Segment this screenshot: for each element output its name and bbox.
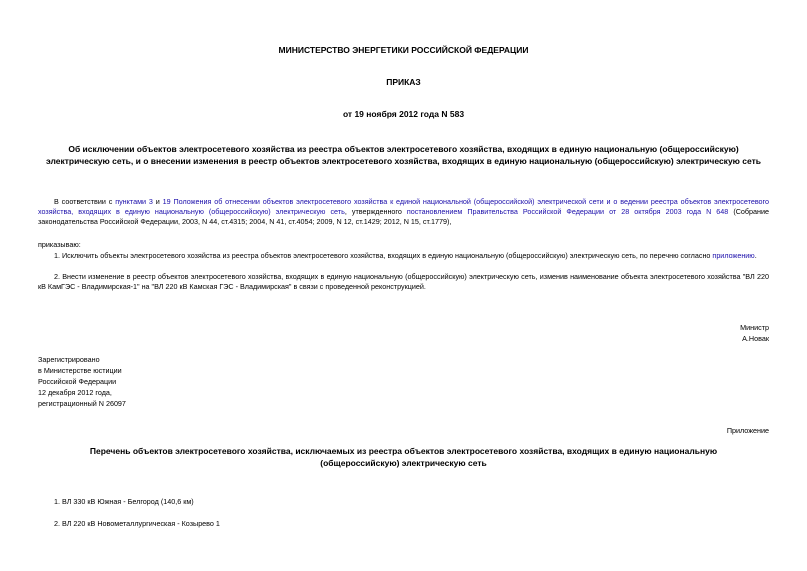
orders-word: приказываю:: [38, 240, 81, 249]
doc-type-heading: ПРИКАЗ: [386, 77, 421, 87]
link-appendix[interactable]: приложению: [712, 251, 755, 260]
registration-line-3: Российской Федерации: [38, 377, 117, 386]
order-item-2: 2. Внести изменение в реестр объектов электросетевого хозяйства, входящих в единую национальную (общероссийскую) электрическую сеть, изменив наименование объекта электросетевого хозяйства "ВЛ 220 кВ КамГЭС - Владимирская-1" на "ВЛ 220 кВ Камская ГЭС - Владимирская" в связи с проведенной реконструкцией.: [38, 272, 769, 291]
appendix-item: 1. ВЛ 330 кВ Южная - Белгород (140,6 км): [54, 497, 194, 506]
appendix-title: Перечень объектов электросетевого хозяйства, исключаемых из реестра объектов электросетевого хозяйства, входящих в единую национальную (общероссийскую) электрическую сеть: [89, 446, 718, 468]
registration-line-4: 12 декабря 2012 года,: [38, 388, 112, 397]
registration-line-2: в Министерстве юстиции: [38, 366, 122, 375]
preamble-text-1: В соответствии с: [54, 197, 116, 206]
preamble-text-5: (Собрание законодательства Российской Федерации, 2003, N 44, ст.4315; 2004, N 41, ст.4054; 2009, N 12, ст.1429; 2012, N 15, ст.1779),: [38, 207, 769, 226]
link-government-decree[interactable]: постановлением Правительства Российской Федерации от 28 октября 2003 года N 648: [406, 207, 729, 216]
registration-line-5: регистрационный N 26097: [38, 399, 126, 408]
link-regulation[interactable]: Положения об отнесении объектов электросетевого хозяйства к единой национальной (общероссийской) электрической сети и о ведении реестра объектов электросетевого хозяйства, входящих в единую национальную (общероссийскую) электрическую сеть: [38, 197, 770, 216]
order-item-1: [38, 251, 769, 261]
date-number-heading: от 19 ноября 2012 года N 583: [342, 109, 465, 119]
order-item-1-end: .: [754, 251, 757, 260]
registration-line-1: Зарегистрировано: [38, 355, 100, 364]
preamble-text-2: и: [152, 197, 163, 206]
order-item-1-text: 1. Исключить объекты электросетевого хозяйства из реестра объектов электросетевого хозяйства, входящих в единую национальную (общероссийскую) электрическую сеть, по перечню согласно: [54, 251, 713, 260]
ministry-heading: МИНИСТЕРСТВО ЭНЕРГЕТИКИ РОССИЙСКОЙ ФЕДЕРАЦИИ: [278, 45, 529, 55]
appendix-label: Приложение: [726, 426, 769, 435]
preamble-paragraph: [38, 197, 769, 227]
signature-position: Министр: [740, 323, 769, 332]
appendix-item: 2. ВЛ 220 кВ Новометаллургическая - Козырево 1: [54, 519, 220, 528]
link-clauses-3[interactable]: пунктами 3: [115, 197, 153, 206]
preamble-text-4: , утвержденного: [344, 207, 407, 216]
signature-name: А.Новак: [742, 334, 769, 343]
document-title: Об исключении объектов электросетевого хозяйства из реестра объектов электросетевого хозяйства, входящих в единую национальную (общероссийскую) электрическую сеть, и о внесении изменения в реестр объектов электросетевого хозяйства, входящих в единую национальную (общероссийскую) электрическую сеть: [45, 144, 762, 166]
link-clause-19[interactable]: 19: [162, 197, 171, 206]
